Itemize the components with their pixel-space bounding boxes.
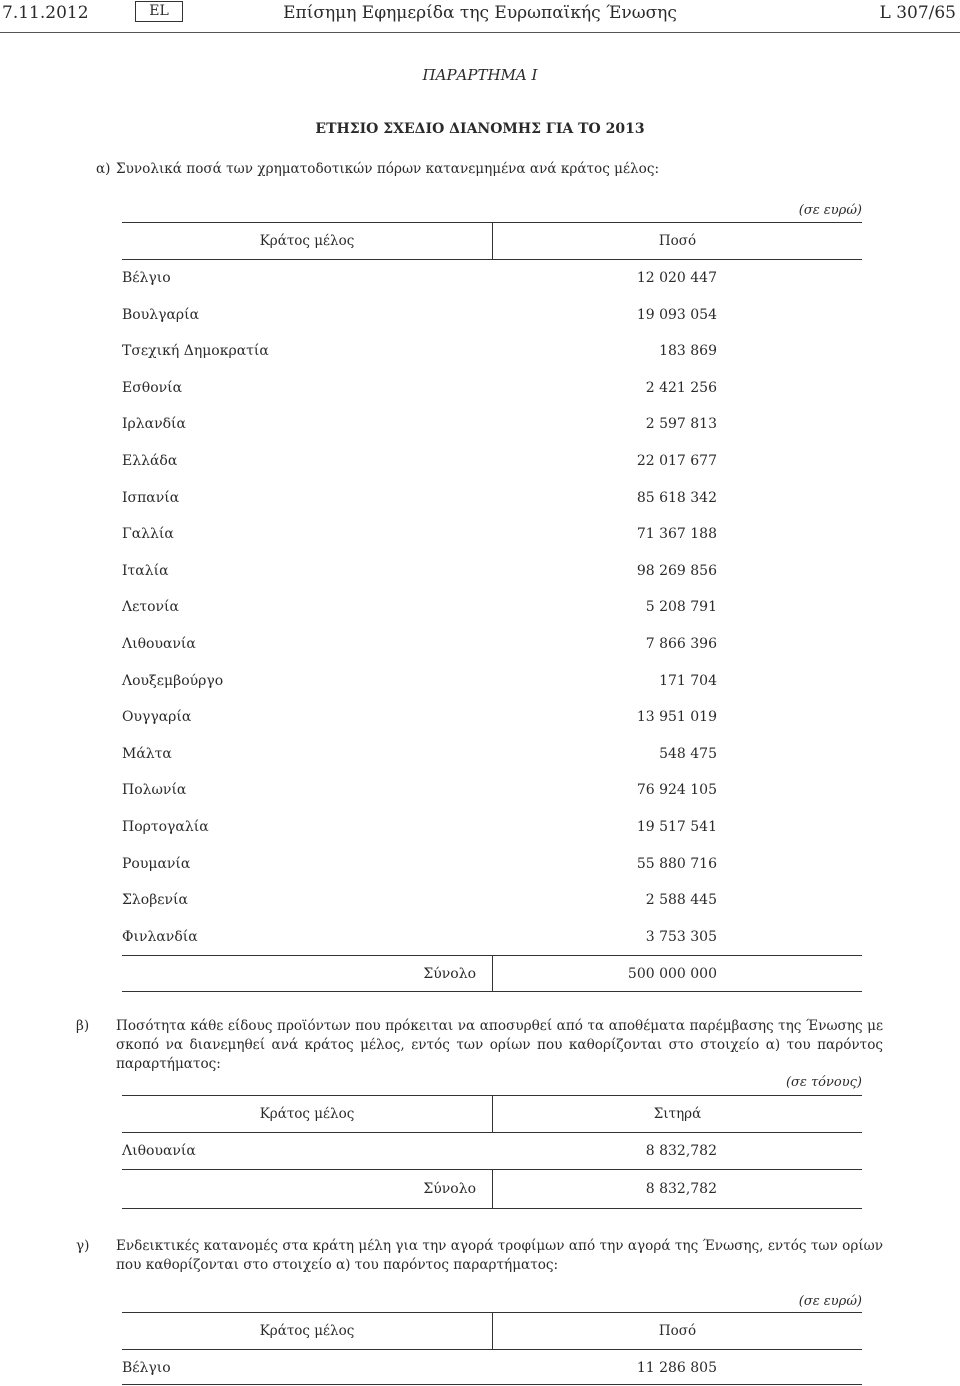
- amount-value: 548 475: [659, 745, 717, 762]
- amount-value: 19 517 541: [636, 818, 717, 835]
- state-name: Λετονία: [122, 599, 179, 616]
- table-row: [122, 480, 862, 517]
- state-name: Φινλανδία: [122, 928, 198, 945]
- table-header: [122, 1095, 862, 1133]
- column-separator: [492, 1170, 493, 1208]
- state-name: Ιρλανδία: [122, 416, 186, 433]
- table-row: [122, 663, 862, 700]
- amount-value: 55 880 716: [636, 855, 717, 872]
- table-row: [122, 406, 862, 443]
- table-row: [122, 919, 862, 956]
- amount-value: 13 951 019: [636, 709, 717, 726]
- table-row: [122, 260, 862, 297]
- journal-title: Επίσημη Εφημερίδα της Ευρωπαϊκής Ένωσης: [283, 3, 677, 23]
- amount-value: 19 093 054: [636, 306, 717, 323]
- publication-date: 7.11.2012: [2, 3, 89, 23]
- state-name: Βουλγαρία: [122, 306, 200, 323]
- table-total-row: [122, 1169, 862, 1209]
- amount-value: 5 208 791: [645, 599, 717, 616]
- table-row: [122, 626, 862, 663]
- amount-value: 71 367 188: [636, 526, 717, 543]
- state-name: Βέλγιο: [122, 1360, 171, 1376]
- table-row: [122, 589, 862, 626]
- amount-value: 7 866 396: [645, 635, 717, 652]
- section-b-unit: (σε τόνους): [785, 1075, 862, 1090]
- quantity-value: 8 832,782: [645, 1143, 717, 1159]
- column-header-amount: Ποσό: [658, 233, 697, 249]
- amount-value: 76 924 105: [636, 782, 717, 799]
- section-b-label: β): [76, 1018, 90, 1034]
- table-row: [122, 553, 862, 590]
- page-header: [0, 0, 960, 32]
- state-name: Ισπανία: [122, 489, 180, 506]
- amount-value: 85 618 342: [636, 489, 717, 506]
- section-c-body: Ενδεικτικές κατανομές στα κράτη μέλη για την αγορά τροφίμων από την αγορά της Ένωσης, εντός των ορίων που καθορίζονται στο στοιχείο α) του παρόντος παραρτήματος:: [116, 1238, 883, 1273]
- state-name: Ρουμανία: [122, 855, 191, 872]
- section-c-label: γ): [76, 1238, 90, 1254]
- column-separator: [492, 956, 493, 991]
- total-label: Σύνολο: [423, 1181, 476, 1197]
- annex-title: ΠΑΡΑΡΤΗΜΑ I: [422, 66, 538, 84]
- table-row: [122, 699, 862, 736]
- amount-value: 2 588 445: [645, 892, 717, 909]
- total-amount: 500 000 000: [627, 966, 717, 983]
- total-quantity: 8 832,782: [645, 1181, 717, 1197]
- language-badge: EL: [135, 1, 183, 22]
- amount-value: 98 269 856: [636, 562, 717, 579]
- table-row: [122, 1350, 862, 1385]
- section-b-text: [76, 1017, 883, 1074]
- section-c-unit: (σε ευρώ): [798, 1294, 862, 1309]
- state-name: Πολωνία: [122, 782, 187, 799]
- amount-value: 183 869: [659, 343, 717, 360]
- table-row: [122, 772, 862, 809]
- column-header-cereals: Σιτηρά: [653, 1106, 702, 1122]
- table-row: [122, 809, 862, 846]
- amount-value: 11 286 805: [636, 1360, 717, 1376]
- food-purchase-table: [122, 1312, 862, 1385]
- cereals-table: [122, 1095, 862, 1209]
- state-name: Λιθουανία: [122, 1143, 196, 1159]
- section-a-body: Συνολικά ποσά των χρηματοδοτικών πόρων κατανεμημένα ανά κράτος μέλος:: [116, 161, 660, 177]
- table-row: [122, 846, 862, 883]
- table-body: [122, 260, 862, 955]
- table-row: [122, 297, 862, 334]
- state-name: Ουγγαρία: [122, 709, 192, 726]
- table-header: [122, 222, 862, 260]
- state-name: Ελλάδα: [122, 452, 178, 469]
- section-a-unit: (σε ευρώ): [798, 203, 862, 218]
- page-number: L 307/65: [879, 3, 956, 23]
- column-header-state: Κράτος μέλος: [259, 1106, 355, 1122]
- amount-value: 171 704: [659, 672, 717, 689]
- table-row: [122, 736, 862, 773]
- table-row: [122, 370, 862, 407]
- plan-title: ΕΤΗΣΙΟ ΣΧΕΔΙΟ ΔΙΑΝΟΜΗΣ ΓΙΑ ΤΟ 2013: [315, 121, 645, 137]
- table-row: [122, 882, 862, 919]
- section-c-text: [76, 1237, 883, 1275]
- state-name: Πορτογαλία: [122, 818, 209, 835]
- state-name: Γαλλία: [122, 526, 174, 543]
- state-name: Τσεχική Δημοκρατία: [122, 343, 269, 360]
- header-divider: [0, 32, 960, 33]
- table-row: [122, 1133, 862, 1169]
- state-name: Εσθονία: [122, 379, 183, 396]
- state-name: Σλοβενία: [122, 892, 189, 909]
- section-a-text: [96, 160, 863, 179]
- amount-value: 12 020 447: [636, 270, 717, 286]
- table-header: [122, 1312, 862, 1350]
- state-name: Λιθουανία: [122, 635, 196, 652]
- amount-value: 2 597 813: [645, 416, 717, 433]
- table-row: [122, 333, 862, 370]
- column-header-state: Κράτος μέλος: [259, 233, 355, 249]
- amount-value: 2 421 256: [645, 379, 717, 396]
- state-name: Λουξεμβούργο: [122, 672, 224, 689]
- state-name: Βέλγιο: [122, 270, 171, 286]
- total-label: Σύνολο: [423, 966, 476, 983]
- state-name: Ιταλία: [122, 562, 169, 579]
- table-row: [122, 443, 862, 480]
- amount-value: 22 017 677: [636, 452, 717, 469]
- section-b-body: Ποσότητα κάθε είδους προϊόντων που πρόκειται να αποσυρθεί από τα αποθέματα παρέμβασης της Ένωσης με σκοπό να διανεμηθεί ανά κράτος μέλος, εντός των ορίων που καθορίζονται στο στοιχείο α) του παρόντος παραρτήματος:: [116, 1018, 883, 1072]
- column-header-amount: Ποσό: [658, 1323, 697, 1339]
- table-total-row: [122, 955, 862, 992]
- column-header-state: Κράτος μέλος: [259, 1323, 355, 1339]
- allocation-table: [122, 222, 862, 992]
- table-row: [122, 516, 862, 553]
- section-a-label: α): [96, 161, 111, 177]
- state-name: Μάλτα: [122, 745, 172, 762]
- amount-value: 3 753 305: [645, 928, 717, 945]
